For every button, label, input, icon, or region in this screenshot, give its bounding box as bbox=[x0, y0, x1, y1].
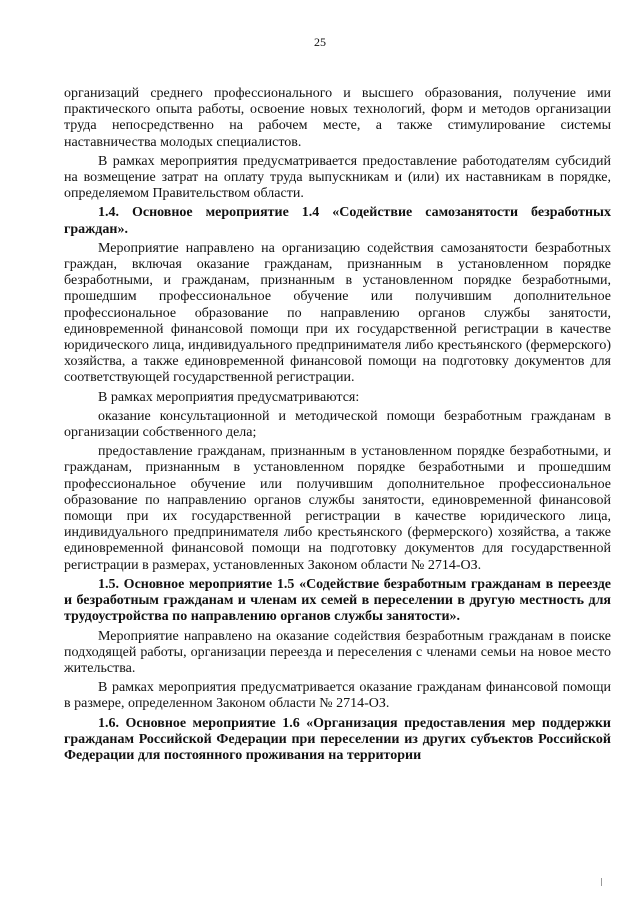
paragraph-financial-aid: предоставление гражданам, признанным в установленном порядке безработными, и гражданам, признанным в установленном порядке безработными и прошедшим профессиональное обучение или получившим дополнительное профессиональное образование по направлению органов службы занятости, единовременной финансовой помощи при их государственной регистрации в качестве юридического лица, индивидуального предпринимателя либо крестьянского (фермерского) хозяйства, а также единовременной финансовой помощи на подготовку документов для государственной регистрации в размерах, установленных Законом области № 2714-ОЗ. bbox=[64, 444, 611, 573]
paragraph-self-employment-aim: Мероприятие направлено на организацию содействия самозанятости безработных граждан, включая оказание гражданам, признанным в установленном порядке безработными, и гражданам, признанным в установленном порядке безработными, прошедшим профессиональное обучение или получившим дополнительное профессиональное образование по направлению органов службы занятости, единовременной финансовой помощи при их государственной регистрации в качестве юридического лица, индивидуального предпринимателя либо крестьянского (фермерского) хозяйства, а также единовременной финансовой помощи на подготовку документов для соответствующей государственной регистрации. bbox=[64, 240, 611, 386]
paragraph-subsidies: В рамках мероприятия предусматривается предоставление работодателям субсидий на возмещение затрат на оплату труда выпускникам и (или) их наставникам в порядке, определяемом Правительством области. bbox=[64, 153, 611, 202]
paragraph-relocation-aid: В рамках мероприятия предусматривается оказание гражданам финансовой помощи в размере, определенном Законом области № 2714-ОЗ. bbox=[64, 680, 611, 712]
paragraph-continuation: организаций среднего профессионального и высшего образования, получение ими практического опыта работы, освоение новых технологий, форм и методов организации труда непосредственно на рабочем месте, а также стимулирование системы наставничества молодых специалистов. bbox=[64, 86, 611, 150]
heading-1-4: 1.4. Основное мероприятие 1.4 «Содействие самозанятости безработных граждан». bbox=[64, 205, 611, 237]
paragraph-relocation-aim: Мероприятие направлено на оказание содействия безработным гражданам в поиске подходящей работы, организации переезда и переселения с членами семьи на новое место жительства. bbox=[64, 628, 611, 676]
scan-edge-mark bbox=[601, 878, 602, 886]
document-body bbox=[64, 86, 611, 764]
heading-1-6: 1.6. Основное мероприятие 1.6 «Организация предоставления мер поддержки гражданам Российской Федерации при переселении из других субъектов Российской Федерации для постоянного проживания на территории bbox=[64, 715, 611, 763]
heading-1-5: 1.5. Основное мероприятие 1.5 «Содействие безработным гражданам в переезде и безработным гражданам и членам их семей в переселении в другую местность для трудоустройства по направлению органов службы занятости». bbox=[64, 576, 611, 625]
paragraph-measures-intro: В рамках мероприятия предусматриваются: bbox=[98, 389, 360, 405]
page-number: 25 bbox=[314, 35, 326, 49]
paragraph-consulting: оказание консультационной и методической помощи безработным гражданам в организации собственного дела; bbox=[64, 408, 611, 441]
